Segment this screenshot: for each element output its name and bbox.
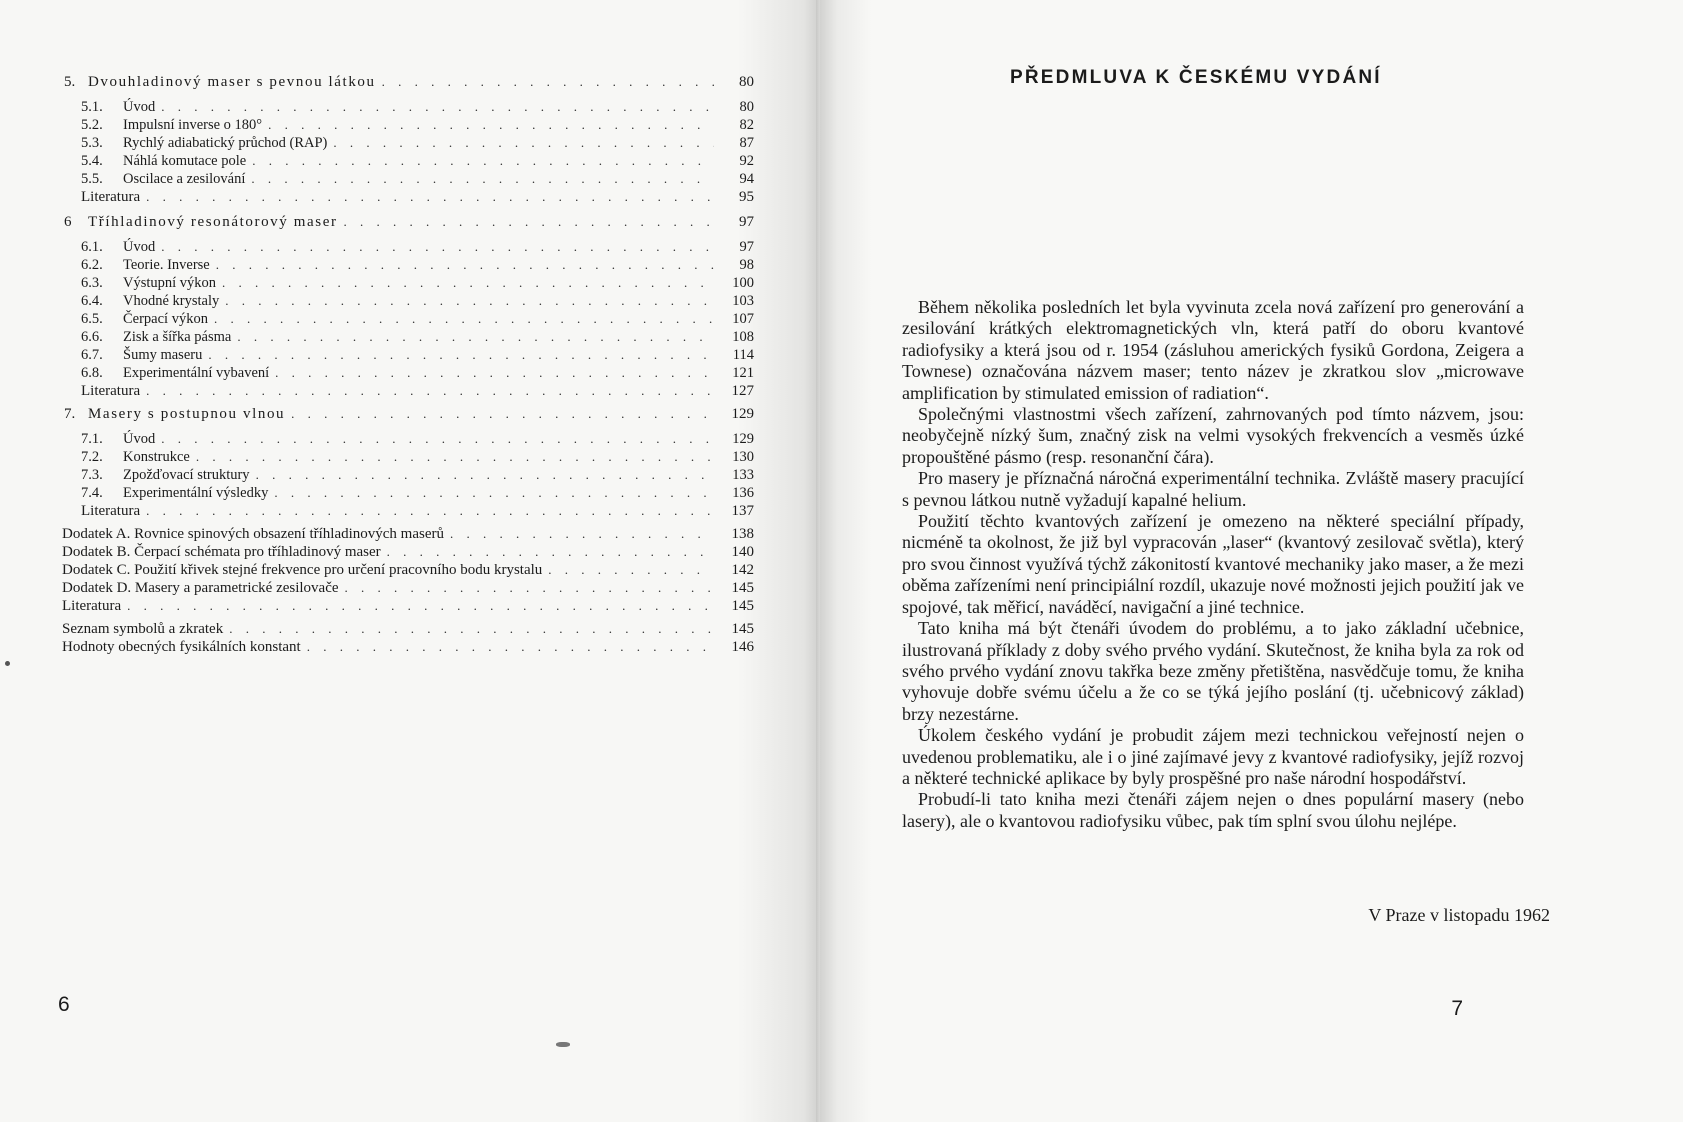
- toc-entry: [81, 483, 754, 502]
- toc-entry-page: 94: [739, 171, 754, 187]
- toc-entry: [64, 404, 754, 423]
- toc-entry-page: 127: [731, 383, 754, 399]
- toc-entry-title: Seznam symbolů a zkratek: [62, 621, 224, 637]
- toc-entry-number: 7.2.: [81, 449, 103, 465]
- preface-paragraph: Během několika posledních let byla vyvinuta zcela nová zařízení pro generování a zesilování krátkých elektromagnetických vln, která patří do oboru kvantové radiofysiky a která jsou od r. 1954 (zásluhou amerických fysiků Gordona, Zeigera a Townese) označována názvem maser; tento název je zkratkou slov „microwave amplification by stimulated emission of radiation“.: [902, 297, 1524, 403]
- toc-entry: [62, 637, 754, 656]
- toc-entry-page: 97: [739, 214, 754, 230]
- toc-entry-number: 7.1.: [81, 431, 103, 447]
- toc-entry-title: Literatura: [81, 503, 141, 519]
- toc-entry-title: Hodnoty obecných fysikálních konstant: [62, 639, 301, 655]
- dot-leader: [222, 273, 714, 292]
- preface-paragraph: Použití těchto kvantových zařízení je omezeno na některé speciální případy, nicméně ta okolnost, že již byl vypracován „laser“ (kvantový zesilovač světla), který pro svou činnost využívá týchž zákonitostí kvantové mechaniky jako maser, a že mezi oběma zařízeními není principiální rozdíl, ukazuje nové možnosti jejich použití jak ve spojové, tak měřicí, naváděcí, navigační a jiné technice.: [902, 511, 1524, 617]
- dot-leader: [146, 187, 714, 206]
- dot-leader: [161, 237, 714, 256]
- left-page: [0, 0, 820, 1122]
- toc-entry-title: Experimentální vybavení: [123, 365, 270, 381]
- toc-entry: [81, 345, 754, 364]
- dot-leader: [161, 429, 714, 448]
- toc-entry-number: 6.6.: [81, 329, 103, 345]
- toc-entry-number: 6.5.: [81, 311, 103, 327]
- toc-entry-page: 114: [732, 347, 754, 363]
- toc-entry: [64, 72, 754, 91]
- toc-entry-page: 97: [739, 239, 754, 255]
- toc-entry-number: 5.1.: [81, 99, 103, 115]
- toc-entry: [81, 501, 754, 520]
- preface-heading: PŘEDMLUVA K ČESKÉMU VYDÁNÍ: [1010, 67, 1382, 88]
- toc-entry-title: Tříhladinový resonátorový maser: [88, 214, 338, 230]
- toc-entry-page: 129: [732, 431, 754, 447]
- toc-entry-number: 7.3.: [81, 467, 103, 483]
- dot-leader: [251, 169, 714, 188]
- toc-entry-title: Úvod: [123, 431, 156, 447]
- toc-entry: [64, 212, 754, 231]
- toc-entry-page: 133: [732, 467, 754, 483]
- toc-entry: [81, 133, 754, 152]
- toc-entry-page: 87: [739, 135, 754, 151]
- toc-entry-page: 146: [731, 639, 754, 655]
- toc-entry: [62, 578, 754, 597]
- dot-leader: [146, 381, 714, 400]
- toc-entry-page: 129: [731, 406, 754, 422]
- dot-leader: [274, 483, 714, 502]
- dot-leader: [268, 115, 714, 134]
- preface-body: [902, 297, 1524, 832]
- toc-entry-page: 107: [732, 311, 754, 327]
- toc-entry-page: 136: [732, 485, 754, 501]
- dot-leader: [196, 447, 714, 466]
- dot-leader: [256, 465, 714, 484]
- toc-entry: [81, 429, 754, 448]
- toc-entry: [81, 255, 754, 274]
- toc-entry: [81, 465, 754, 484]
- preface-paragraph: Společnými vlastnostmi všech zařízení, zahrnovaných pod tímto názvem, jsou: neobyčejně nízký šum, značný zisk na velmi vysokých frekvencích a vesměs úzké propouštěné pásmo (resp. resonanční čára).: [902, 404, 1524, 467]
- toc-entry-page: 145: [731, 580, 754, 596]
- toc-entry-page: 130: [732, 449, 754, 465]
- toc-entry: [62, 542, 754, 561]
- toc-entry-page: 108: [732, 329, 754, 345]
- dot-leader: [216, 255, 714, 274]
- toc-entry-title: Náhlá komutace pole: [123, 153, 247, 169]
- dot-leader: [450, 524, 714, 543]
- preface-paragraph: Tato kniha má být čtenáři úvodem do problému, a to jako základní učebnice, ilustrovaná příklady z doby svého prvého vydání. Skutečnost, že kniha byla za rok od svého prvého vydání znovu takřka beze změny přetištěna, nasvědčuje tomu, že kniha vyhovuje dobře svému účelu a že co se týká jejího poslání (tj. učebnicový základ) brzy nezestárne.: [902, 618, 1524, 724]
- dot-leader: [127, 596, 714, 615]
- toc-entry: [81, 291, 754, 310]
- toc-entry-number: 6: [64, 214, 72, 230]
- toc-entry-number: 5.5.: [81, 171, 103, 187]
- toc-entry-title: Čerpací výkon: [123, 311, 208, 327]
- toc-entry: [81, 169, 754, 188]
- dot-leader: [548, 560, 714, 579]
- toc-entry-page: 98: [739, 257, 754, 273]
- toc-entry: [81, 115, 754, 134]
- toc-entry-title: Šumy maseru: [123, 347, 203, 363]
- toc-entry-number: 5.2.: [81, 117, 103, 133]
- preface-paragraph: Pro masery je příznačná náročná experimentální technika. Zvláště masery pracující s pevnou látkou nutně vyžadují kapalné helium.: [902, 468, 1524, 510]
- toc-entry-title: Výstupní výkon: [123, 275, 217, 291]
- toc-entry-page: 80: [739, 99, 754, 115]
- toc-entry-page: 95: [739, 189, 754, 205]
- dot-leader: [146, 501, 714, 520]
- toc-entry-title: Dodatek D. Masery a parametrické zesilovače: [62, 580, 339, 596]
- scan-speck: [556, 1042, 570, 1047]
- toc-entry-title: Masery s postupnou vlnou: [88, 406, 286, 422]
- toc-entry-title: Zpožďovací struktury: [123, 467, 250, 483]
- toc-entry-title: Experimentální výsledky: [123, 485, 269, 501]
- toc-entry-title: Dodatek B. Čerpací schémata pro tříhladinový maser: [62, 544, 381, 560]
- toc-entry: [62, 619, 754, 638]
- dot-leader: [382, 72, 714, 91]
- toc-entry-number: 5.4.: [81, 153, 103, 169]
- dot-leader: [229, 619, 714, 638]
- toc-entry-page: 103: [732, 293, 754, 309]
- toc-entry-title: Literatura: [81, 189, 141, 205]
- preface-signature: V Praze v listopadu 1962: [1368, 905, 1550, 925]
- toc-entry-page: 137: [731, 503, 754, 519]
- toc-entry-number: 5.3.: [81, 135, 103, 151]
- toc-entry: [81, 237, 754, 256]
- toc-entry: [81, 381, 754, 400]
- preface-paragraph: Probudí-li tato kniha mezi čtenáři zájem nejen o dnes populární masery (nebo lasery), ale o kvantovou radiofysiku vůbec, pak tím splní svou úlohu nejlépe.: [902, 789, 1524, 831]
- toc-entry-title: Dvouhladinový maser s pevnou látkou: [88, 74, 376, 90]
- toc-entry-title: Zisk a šířka pásma: [123, 329, 232, 345]
- preface-paragraph: Úkolem českého vydání je probudit zájem mezi technickou veřejností nejen o uvedenou problematiku, ale i o jiné zajímavé jevy z kvantové radiofysiky, jejíž rozvoj a některé technické aplikace by byly prospěšné pro naše národní hospodářství.: [902, 725, 1524, 788]
- toc-entry: [81, 187, 754, 206]
- toc-entry-number: 7.: [64, 406, 76, 422]
- toc-entry-title: Dodatek C. Použití křivek stejné frekvence pro určení pracovního bodu krystalu: [62, 562, 543, 578]
- toc-entry: [62, 560, 754, 579]
- toc-entry-title: Úvod: [123, 239, 156, 255]
- dot-leader: [333, 133, 714, 152]
- dot-leader: [344, 212, 714, 231]
- toc-entry: [62, 524, 754, 543]
- dot-leader: [307, 637, 714, 656]
- toc-entry-number: 6.1.: [81, 239, 103, 255]
- toc-entry-number: 5.: [64, 74, 76, 90]
- dot-leader: [291, 404, 714, 423]
- toc-entry-page: 121: [732, 365, 754, 381]
- scan-speck: [5, 661, 10, 666]
- toc-entry-number: 6.3.: [81, 275, 103, 291]
- toc-entry-page: 145: [731, 598, 754, 614]
- toc-entry-page: 140: [731, 544, 754, 560]
- toc-entry-title: Dodatek A. Rovnice spinových obsazení tříhladinových maserů: [62, 526, 444, 542]
- dot-leader: [225, 291, 714, 310]
- toc-entry-number: 6.8.: [81, 365, 103, 381]
- toc-entry-title: Konstrukce: [123, 449, 190, 465]
- toc-entry-title: Literatura: [81, 383, 141, 399]
- toc-entry: [81, 309, 754, 328]
- toc-entry-title: Oscilace a zesilování: [123, 171, 246, 187]
- toc-entry: [81, 97, 754, 116]
- toc-entry-page: 92: [739, 153, 754, 169]
- toc-entry: [81, 447, 754, 466]
- dot-leader: [345, 578, 714, 597]
- left-page-number: 6: [58, 993, 70, 1016]
- toc-entry-page: 82: [739, 117, 754, 133]
- toc-entry-page: 100: [732, 275, 754, 291]
- toc-entry: [81, 151, 754, 170]
- toc-entry-page: 145: [731, 621, 754, 637]
- toc-entry-page: 142: [731, 562, 754, 578]
- toc-entry-title: Vhodné krystaly: [123, 293, 220, 309]
- toc-entry-number: 6.2.: [81, 257, 103, 273]
- right-page-number: 7: [1451, 997, 1463, 1020]
- dot-leader: [237, 327, 714, 346]
- toc-entry-title: Rychlý adiabatický průchod (RAP): [123, 135, 328, 151]
- dot-leader: [387, 542, 714, 561]
- dot-leader: [214, 309, 714, 328]
- toc-entry-title: Impulsní inverse o 180°: [123, 117, 263, 133]
- toc-entry-page: 138: [731, 526, 754, 542]
- dot-leader: [208, 345, 714, 364]
- toc-entry-number: 6.4.: [81, 293, 103, 309]
- toc-entry-title: Literatura: [62, 598, 122, 614]
- dot-leader: [252, 151, 714, 170]
- toc-entry-number: 6.7.: [81, 347, 103, 363]
- toc-entry: [62, 596, 754, 615]
- toc-entry-title: Úvod: [123, 99, 156, 115]
- dot-leader: [275, 363, 714, 382]
- toc-entry-title: Teorie. Inverse: [123, 257, 210, 273]
- toc-entry-page: 80: [739, 74, 754, 90]
- dot-leader: [161, 97, 714, 116]
- toc-entry: [81, 273, 754, 292]
- toc-entry: [81, 327, 754, 346]
- toc-entry: [81, 363, 754, 382]
- toc-entry-number: 7.4.: [81, 485, 103, 501]
